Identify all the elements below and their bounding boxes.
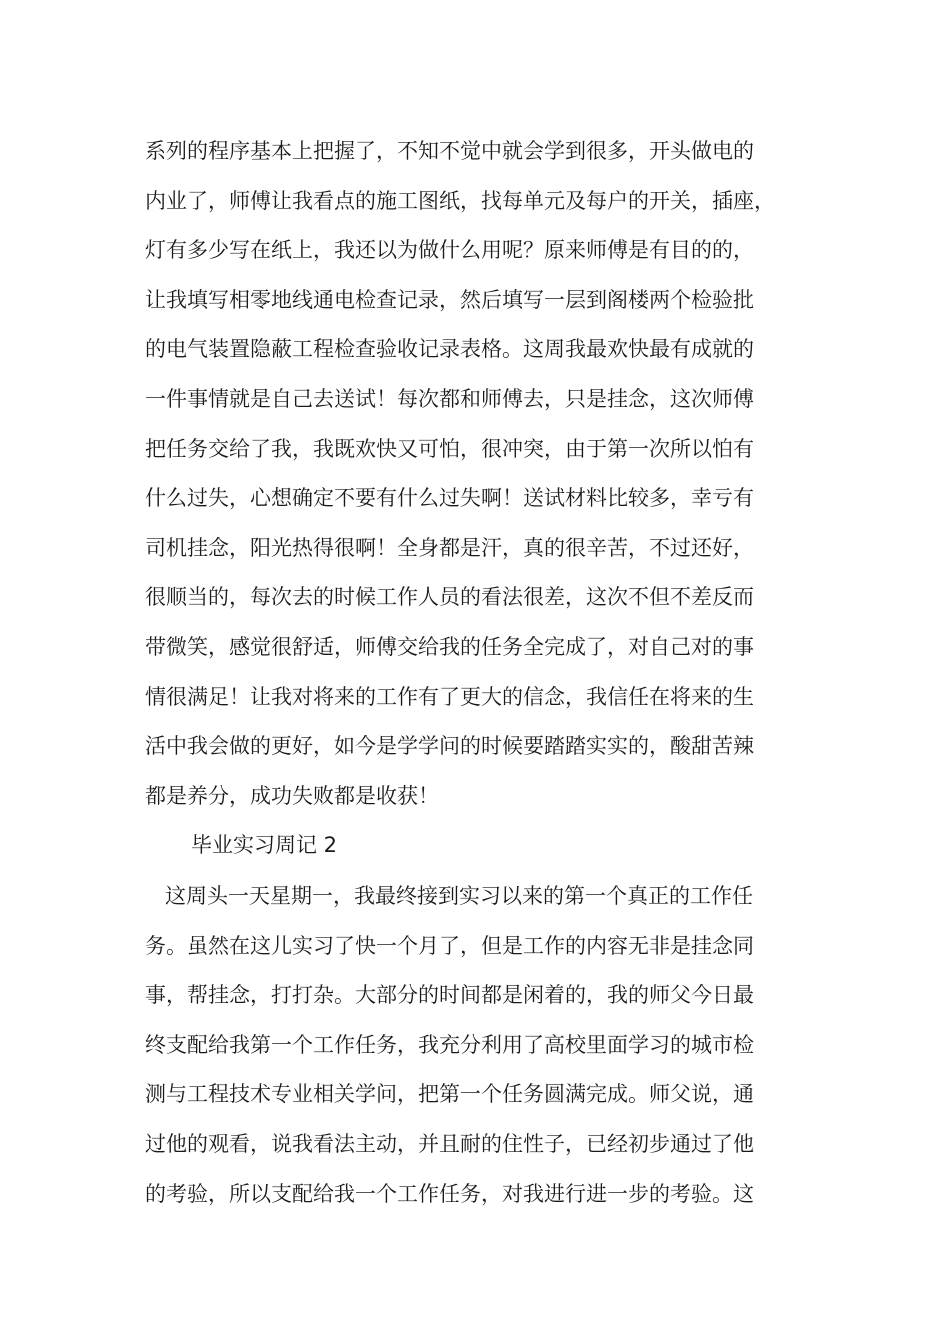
text-line: 情很满足！让我对将来的工作有了更大的信念，我信任在将来的生 bbox=[145, 684, 754, 709]
text-line: 内业了，师傅让我看点的施工图纸，找每单元及每户的开关，插座， bbox=[145, 188, 775, 213]
text-line: 灯有多少写在纸上，我还以为做什么用呢？原来师傅是有目的的， bbox=[145, 238, 754, 263]
text-line: 都是养分，成功失败都是收获！ bbox=[145, 783, 439, 808]
paragraph-weekly-journal bbox=[145, 872, 825, 1219]
text-line: 让我填写相零地线通电检查记录，然后填写一层到阁楼两个检验批 bbox=[145, 287, 754, 312]
text-line: 司机挂念，阳光热得很啊！全身都是汗，真的很辛苦，不过还好， bbox=[145, 535, 754, 560]
text-line: 活中我会做的更好，如今是学学问的时候要踏踏实实的，酸甜苦辣 bbox=[145, 734, 754, 759]
text-line: 把任务交给了我，我既欢快又可怕，很冲突，由于第一次所以怕有 bbox=[145, 436, 754, 461]
text-line: 过他的观看，说我看法主动，并且耐的住性子，已经初步通过了他 bbox=[145, 1131, 754, 1156]
text-line: 什么过失，心想确定不要有什么过失啊！送试材料比较多，幸亏有 bbox=[145, 486, 754, 511]
text-line: 这周头一天星期一，我最终接到实习以来的第一个真正的工作任 bbox=[165, 884, 753, 908]
text-line: 的考验，所以支配给我一个工作任务，对我进行进一步的考验。这 bbox=[145, 1181, 754, 1206]
text-line: 务。虽然在这儿实习了快一个月了，但是工作的内容无非是挂念同 bbox=[145, 933, 754, 958]
section-heading: 毕业实习周记 2 bbox=[191, 833, 338, 857]
text-line: 事，帮挂念，打打杂。大部分的时间都是闲着的，我的师父今日最 bbox=[145, 983, 754, 1008]
text-line: 测与工程技术专业相关学问，把第一个任务圆满完成。师父说，通 bbox=[145, 1082, 754, 1107]
paragraph-continued bbox=[145, 127, 825, 821]
text-line: 系列的程序基本上把握了，不知不觉中就会学到很多，开头做电的 bbox=[145, 139, 754, 163]
text-line: 一件事情就是自己去送试！每次都和师傅去，只是挂念，这次师傅 bbox=[145, 386, 754, 411]
text-line: 很顺当的，每次去的时候工作人员的看法很差，这次不但不差反而 bbox=[145, 585, 754, 610]
text-line: 带微笑，感觉很舒适，师傅交给我的任务全完成了，对自己对的事 bbox=[145, 634, 754, 659]
text-line: 终支配给我第一个工作任务，我充分利用了高校里面学习的城市检 bbox=[145, 1032, 754, 1057]
text-line: 的电气装置隐蔽工程检查验收记录表格。这周我最欢快最有成就的 bbox=[145, 337, 754, 362]
